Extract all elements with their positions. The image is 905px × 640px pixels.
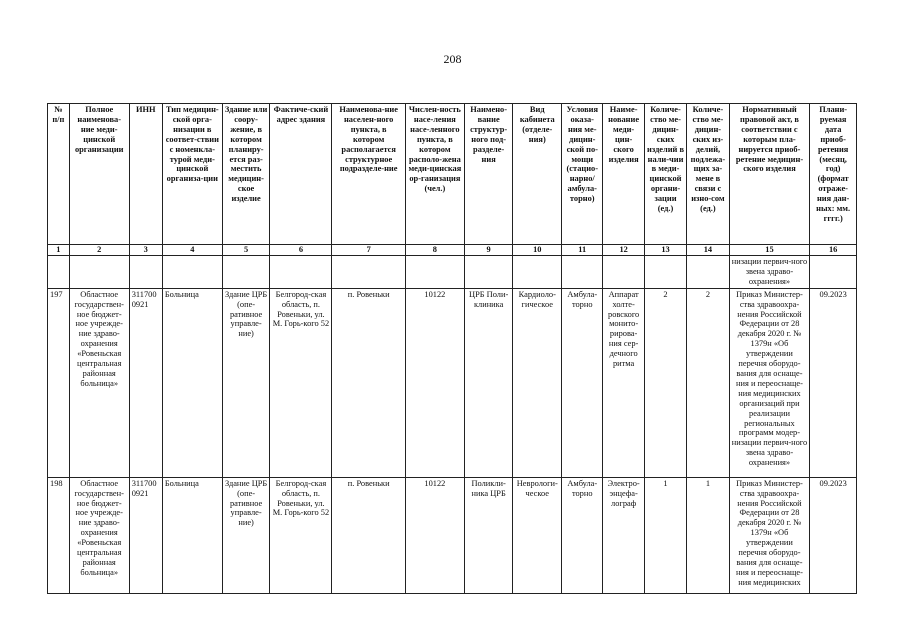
qty-available-cell: 1 [644, 477, 686, 593]
qty-replace-cell: 1 [687, 477, 729, 593]
column-number: 5 [222, 245, 270, 256]
header-cell: Плани-руемая дата приоб-ретения (месяц, год) (формат отраже-ния дан-ных: мм. гггг.) [810, 104, 857, 245]
row-number: 198 [48, 477, 70, 593]
column-number: 6 [270, 245, 332, 256]
row-number: 197 [48, 288, 70, 477]
header-cell: ИНН [129, 104, 162, 245]
address-cell: Белгород-ская область, п. Ровеньки, ул. М. Горь-кого 52 [270, 288, 332, 477]
locality-cell: п. Ровеньки [332, 288, 405, 477]
table-header-row [48, 104, 857, 245]
column-number: 15 [729, 245, 810, 256]
page-number: 208 [443, 52, 462, 66]
header-cell: Количе-ство ме-дицин-ских из-делий, подлежа-щих за-мене в связи с изно-сом (ед.) [687, 104, 729, 245]
population-cell: 10122 [405, 477, 464, 593]
column-number: 14 [687, 245, 729, 256]
conditions-cell: Амбула-торно [562, 477, 603, 593]
column-number: 12 [603, 245, 644, 256]
unit-cell: ЦРБ Поли-клиника [464, 288, 513, 477]
column-number: 16 [810, 245, 857, 256]
population-cell: 10122 [405, 288, 464, 477]
header-cell: Наименова-ние населен-ного пункта, в котором располагается структурное подразделе-ние [332, 104, 405, 245]
org-type-cell: Больница [162, 477, 222, 593]
inn-cell: 311700 0921 [129, 288, 162, 477]
header-cell: Условия оказа-ния ме-дицин-ской по-мощи (стацио-нарно/ амбула-торно) [562, 104, 603, 245]
legal-act-cell: Приказ Министер-ства здравоохра-нения Российской Федерации от 28 декабря 2020 г. № 1379н «Об утверждении перечня оборудо-вания для оснаще-ния и переоснаще-ния медицинских [729, 477, 810, 593]
column-number: 3 [129, 245, 162, 256]
header-cell: Наиме-нование меди-цин-ского изделия [603, 104, 644, 245]
device-cell: Электро-энцефа-лограф [603, 477, 644, 593]
building-cell: Здание ЦРБ (опе-ративное управле-ние) [222, 288, 270, 477]
header-cell: Здание или соору-жение, в котором планиру-ется раз-местить медицин-ское изделие [222, 104, 270, 245]
unit-cell: Поликли-ника ЦРБ [464, 477, 513, 593]
column-number-row [48, 245, 857, 256]
date-cell: 09.2023 [810, 288, 857, 477]
header-cell: № п/п [48, 104, 70, 245]
legal-act-cell: Приказ Министер-ства здравоохра-нения Российской Федерации от 28 декабря 2020 г. № 1379н «Об утверждении перечня оборудо-вания для оснаще-ния и переоснаще-ния медицинских организаций при реализации региональных программ модер-низации первич-ного звена здраво-охранения» [729, 288, 810, 477]
conditions-cell: Амбула-торно [562, 288, 603, 477]
table-row [48, 288, 857, 477]
cabinet-cell: Неврологи-ческое [513, 477, 562, 593]
equipment-table [47, 103, 857, 594]
continuation-row [48, 256, 857, 289]
column-number: 9 [464, 245, 513, 256]
column-number: 10 [513, 245, 562, 256]
header-cell: Нормативный правовой акт, в соответствии с которым пла-нируется приоб-ретение медицин-ского изделия [729, 104, 810, 245]
inn-cell: 311700 0921 [129, 477, 162, 593]
device-cell: Аппарат холте-ровского монито-рирова-ния сер-дечного ритма [603, 288, 644, 477]
header-cell: Наимено-вание структур-ного под-разделе-ния [464, 104, 513, 245]
column-number: 2 [69, 245, 129, 256]
header-cell: Полное наименова-ние меди-цинской организации [69, 104, 129, 245]
org-name-cell: Областное государствен-ное бюджет-ное учрежде-ние здраво-охранения «Ровеньская центральная районная больница» [69, 288, 129, 477]
column-number: 1 [48, 245, 70, 256]
org-name-cell: Областное государствен-ное бюджет-ное учрежде-ние здраво-охранения «Ровеньская центральная районная больница» [69, 477, 129, 593]
qty-replace-cell: 2 [687, 288, 729, 477]
column-number: 7 [332, 245, 405, 256]
column-number: 8 [405, 245, 464, 256]
header-cell: Числен-ность насе-ления насе-ленного пункта, в котором располо-жена меди-цинская ор-ганизация (чел.) [405, 104, 464, 245]
header-cell: Тип медицин-ской орга-низации в соответ-ствии с номенкла-турой меди-цинской организа-ции [162, 104, 222, 245]
date-cell: 09.2023 [810, 477, 857, 593]
locality-cell: п. Ровеньки [332, 477, 405, 593]
header-cell: Количе-ство ме-дицин-ских изделий в нали-чии в меди-цинской органи-зации (ед.) [644, 104, 686, 245]
legal-act-continuation: низации первич-ного звена здраво-охранения» [729, 256, 810, 289]
column-number: 11 [562, 245, 603, 256]
address-cell: Белгород-ская область, п. Ровеньки, ул. М. Горь-кого 52 [270, 477, 332, 593]
qty-available-cell: 2 [644, 288, 686, 477]
column-number: 13 [644, 245, 686, 256]
header-cell: Вид кабинета (отделе-ния) [513, 104, 562, 245]
column-number: 4 [162, 245, 222, 256]
cabinet-cell: Кардиоло-гическое [513, 288, 562, 477]
org-type-cell: Больница [162, 288, 222, 477]
table-row [48, 477, 857, 593]
header-cell: Фактиче-ский адрес здания [270, 104, 332, 245]
building-cell: Здание ЦРБ (опе-ративное управле-ние) [222, 477, 270, 593]
